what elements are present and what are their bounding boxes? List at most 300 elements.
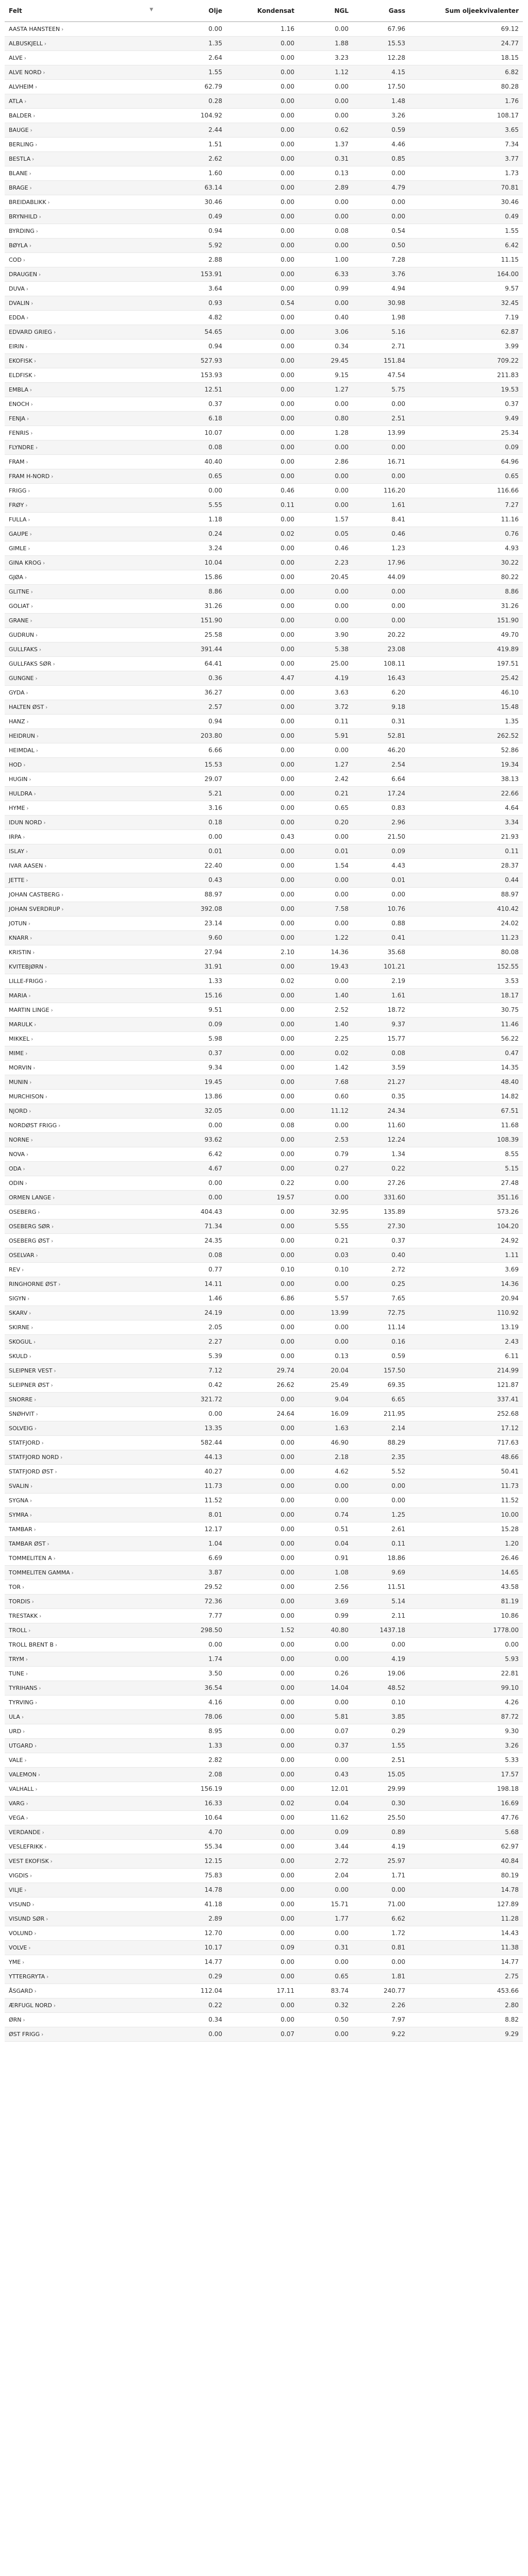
chevron-right-icon[interactable]: › — [58, 1281, 61, 1287]
chevron-right-icon[interactable]: › — [46, 1974, 49, 1980]
chevron-right-icon[interactable]: › — [35, 1786, 38, 1792]
chevron-right-icon[interactable]: › — [27, 1296, 30, 1302]
field-name-cell[interactable] — [5, 1984, 159, 1998]
chevron-right-icon[interactable]: › — [24, 574, 27, 581]
field-name-link[interactable]: BØYLA — [9, 242, 28, 249]
field-name-cell[interactable] — [5, 440, 159, 454]
chevron-right-icon[interactable]: › — [26, 1801, 28, 1807]
field-name-cell[interactable] — [5, 325, 159, 339]
field-name-link[interactable]: FRIGG — [9, 487, 27, 494]
field-name-link[interactable]: GAUPE — [9, 530, 28, 537]
field-name-link[interactable]: GUDRUN — [9, 631, 34, 638]
field-name-cell[interactable] — [5, 1608, 159, 1623]
chevron-right-icon[interactable]: › — [53, 1555, 56, 1562]
field-name-link[interactable]: URD — [9, 1727, 22, 1735]
field-name-cell[interactable] — [5, 541, 159, 555]
field-name-link[interactable]: TYRIHANS — [9, 1684, 38, 1691]
field-name-cell[interactable] — [5, 1075, 159, 1089]
field-name-cell[interactable] — [5, 267, 159, 281]
chevron-right-icon[interactable]: › — [36, 733, 39, 739]
chevron-right-icon[interactable]: › — [31, 300, 34, 307]
field-name-cell[interactable] — [5, 656, 159, 671]
field-name-cell[interactable] — [5, 829, 159, 844]
field-name-link[interactable]: MARTIN LINGE — [9, 1006, 50, 1013]
field-name-link[interactable]: ISLAY — [9, 848, 24, 855]
field-name-cell[interactable] — [5, 642, 159, 656]
field-name-link[interactable]: JOHAN CASTBERG — [9, 891, 60, 898]
chevron-right-icon[interactable]: › — [43, 70, 45, 76]
chevron-right-icon[interactable]: › — [43, 820, 46, 826]
field-name-link[interactable]: EDVARD GRIEG — [9, 328, 53, 335]
field-name-link[interactable]: EIRIN — [9, 343, 24, 350]
field-name-cell[interactable] — [5, 411, 159, 426]
field-name-cell[interactable] — [5, 1839, 159, 1854]
field-name-cell[interactable] — [5, 252, 159, 267]
field-name-link[interactable]: TAMBAR — [9, 1526, 32, 1533]
field-name-cell[interactable] — [5, 1580, 159, 1594]
field-name-link[interactable]: FENRIS — [9, 429, 29, 436]
chevron-right-icon[interactable]: › — [30, 127, 32, 133]
field-name-link[interactable]: OSELVAR — [9, 1251, 35, 1259]
field-name-link[interactable]: IVAR AASEN — [9, 862, 43, 869]
field-name-cell[interactable] — [5, 786, 159, 801]
field-name-cell[interactable] — [5, 512, 159, 527]
field-name-link[interactable]: GIMLE — [9, 545, 27, 552]
field-name-cell[interactable] — [5, 1349, 159, 1363]
field-name-link[interactable]: TRYM — [9, 1655, 24, 1663]
field-name-cell[interactable] — [5, 1435, 159, 1450]
field-name-cell[interactable] — [5, 815, 159, 829]
field-name-cell[interactable] — [5, 1753, 159, 1767]
chevron-right-icon[interactable]: › — [29, 1310, 31, 1316]
chevron-right-icon[interactable]: › — [31, 1325, 34, 1331]
field-name-link[interactable]: REV — [9, 1266, 21, 1273]
chevron-right-icon[interactable]: › — [42, 1829, 44, 1836]
field-name-link[interactable]: NOVA — [9, 1150, 25, 1158]
field-name-link[interactable]: SYMRA — [9, 1511, 28, 1518]
field-name-cell[interactable] — [5, 195, 159, 209]
field-name-link[interactable]: YME — [9, 1958, 21, 1965]
field-name-link[interactable]: NORDØST FRIGG — [9, 1122, 57, 1129]
chevron-right-icon[interactable]: › — [34, 1988, 37, 1994]
chevron-right-icon[interactable]: › — [26, 1151, 29, 1158]
chevron-right-icon[interactable]: › — [45, 704, 48, 710]
field-name-link[interactable]: STATFJORD — [9, 1439, 40, 1446]
field-name-cell[interactable] — [5, 945, 159, 959]
chevron-right-icon[interactable]: › — [35, 632, 38, 638]
chevron-right-icon[interactable]: › — [24, 1757, 27, 1764]
field-name-cell[interactable] — [5, 671, 159, 685]
field-name-cell[interactable] — [5, 1046, 159, 1060]
field-name-link[interactable]: SKOGUL — [9, 1338, 32, 1345]
chevron-right-icon[interactable]: › — [36, 1411, 38, 1417]
chevron-right-icon[interactable]: › — [27, 416, 29, 422]
field-name-cell[interactable] — [5, 1464, 159, 1479]
field-name-link[interactable]: MIKKEL — [9, 1035, 30, 1042]
field-name-link[interactable]: OSEBERG SØR — [9, 1223, 51, 1230]
field-name-link[interactable]: ELDFISK — [9, 371, 32, 379]
field-name-link[interactable]: SIGYN — [9, 1295, 26, 1302]
chevron-right-icon[interactable]: › — [24, 1887, 27, 1893]
chevron-right-icon[interactable]: › — [51, 473, 54, 480]
field-name-cell[interactable] — [5, 714, 159, 728]
chevron-right-icon[interactable]: › — [39, 647, 41, 653]
field-name-link[interactable]: NJORD — [9, 1107, 28, 1114]
field-name-link[interactable]: ÆRFUGL NORD — [9, 2002, 52, 2009]
field-name-link[interactable]: DRAUGEN — [9, 270, 37, 278]
field-name-link[interactable]: ØRN — [9, 2016, 22, 2023]
chevron-right-icon[interactable]: › — [35, 142, 38, 148]
field-name-link[interactable]: FRAM H-NORD — [9, 472, 50, 480]
field-name-cell[interactable] — [5, 1248, 159, 1262]
field-name-link[interactable]: HOD — [9, 761, 22, 768]
field-name-link[interactable]: VESLEFRIKK — [9, 1843, 43, 1850]
field-name-cell[interactable] — [5, 339, 159, 353]
field-name-link[interactable]: TOR — [9, 1583, 21, 1590]
field-name-cell[interactable] — [5, 123, 159, 137]
chevron-right-icon[interactable]: › — [55, 1469, 57, 1475]
field-name-cell[interactable] — [5, 498, 159, 512]
field-name-cell[interactable] — [5, 454, 159, 469]
field-name-cell[interactable] — [5, 1104, 159, 1118]
field-name-link[interactable]: GULLFAKS SØR — [9, 660, 52, 667]
chevron-right-icon[interactable]: › — [30, 430, 33, 436]
chevron-right-icon[interactable]: › — [26, 286, 28, 292]
field-name-link[interactable]: VOLVE — [9, 1944, 27, 1951]
field-name-link[interactable]: HANZ — [9, 718, 25, 725]
field-name-cell[interactable] — [5, 1118, 159, 1132]
field-name-cell[interactable] — [5, 1594, 159, 1608]
chevron-right-icon[interactable]: › — [32, 156, 35, 162]
field-name-link[interactable]: SKIRNE — [9, 1324, 30, 1331]
chevron-right-icon[interactable]: › — [36, 228, 38, 234]
field-name-cell[interactable] — [5, 1911, 159, 1926]
chevron-right-icon[interactable]: › — [44, 978, 47, 985]
field-name-link[interactable]: SVALIN — [9, 1482, 29, 1489]
field-name-cell[interactable] — [5, 1378, 159, 1392]
field-name-cell[interactable] — [5, 1450, 159, 1464]
chevron-right-icon[interactable]: › — [34, 372, 36, 379]
field-name-cell[interactable] — [5, 873, 159, 887]
chevron-right-icon[interactable]: › — [61, 892, 63, 898]
field-name-link[interactable]: TROLL — [9, 1626, 27, 1634]
field-name-cell[interactable] — [5, 772, 159, 786]
field-name-link[interactable]: STATFJORD ØST — [9, 1468, 54, 1475]
field-name-link[interactable]: EDDA — [9, 314, 25, 321]
field-name-link[interactable]: MORVIN — [9, 1064, 32, 1071]
chevron-right-icon[interactable]: › — [71, 1570, 74, 1576]
field-name-cell[interactable] — [5, 1536, 159, 1551]
field-name-cell[interactable] — [5, 757, 159, 772]
chevron-right-icon[interactable]: › — [53, 2003, 56, 2009]
chevron-right-icon[interactable]: › — [44, 41, 46, 47]
chevron-right-icon[interactable]: › — [26, 805, 29, 811]
field-name-cell[interactable] — [5, 1551, 159, 1565]
field-name-cell[interactable] — [5, 1998, 159, 2012]
chevron-right-icon[interactable]: › — [29, 776, 31, 783]
chevron-right-icon[interactable]: › — [30, 589, 33, 595]
field-name-cell[interactable] — [5, 1017, 159, 1031]
field-name-cell[interactable] — [5, 1782, 159, 1796]
field-name-cell[interactable] — [5, 1089, 159, 1104]
chevron-right-icon[interactable]: › — [28, 993, 31, 999]
field-name-link[interactable]: JOTUN — [9, 920, 27, 927]
field-name-cell[interactable] — [5, 743, 159, 757]
field-name-link[interactable]: IRPA — [9, 833, 22, 840]
chevron-right-icon[interactable]: › — [31, 1599, 34, 1605]
field-name-cell[interactable] — [5, 65, 159, 79]
chevron-right-icon[interactable]: › — [35, 84, 37, 90]
chevron-right-icon[interactable]: › — [25, 1050, 28, 1057]
field-name-cell[interactable] — [5, 1507, 159, 1522]
field-name-cell[interactable] — [5, 728, 159, 743]
column-header-ngl[interactable]: NGL — [299, 0, 353, 22]
field-name-link[interactable]: ULA — [9, 1713, 20, 1720]
field-name-cell[interactable] — [5, 94, 159, 108]
chevron-right-icon[interactable]: › — [23, 257, 25, 263]
field-name-cell[interactable] — [5, 469, 159, 483]
field-name-cell[interactable] — [5, 180, 159, 195]
chevron-right-icon[interactable]: › — [22, 1959, 25, 1965]
field-name-link[interactable]: VISUND — [9, 1901, 31, 1908]
field-name-cell[interactable] — [5, 151, 159, 166]
chevron-right-icon[interactable]: › — [34, 1022, 37, 1028]
field-name-cell[interactable] — [5, 527, 159, 541]
field-name-cell[interactable] — [5, 974, 159, 988]
field-name-link[interactable]: LILLE-FRIGG — [9, 977, 43, 985]
field-name-link[interactable]: AASTA HANSTEEN — [9, 25, 60, 32]
chevron-right-icon[interactable]: › — [28, 546, 30, 552]
chevron-right-icon[interactable]: › — [30, 401, 33, 408]
field-name-cell[interactable] — [5, 426, 159, 440]
chevron-right-icon[interactable]: › — [39, 1685, 41, 1691]
field-name-cell[interactable] — [5, 599, 159, 613]
field-name-cell[interactable] — [5, 310, 159, 325]
field-name-link[interactable]: SOLVEIG — [9, 1425, 33, 1432]
chevron-right-icon[interactable]: › — [51, 1007, 53, 1013]
field-name-link[interactable]: ENOCH — [9, 400, 29, 408]
field-name-link[interactable]: BESTLA — [9, 155, 31, 162]
chevron-right-icon[interactable]: › — [58, 1123, 61, 1129]
chevron-right-icon[interactable]: › — [34, 1743, 37, 1749]
field-name-link[interactable]: SLEIPNER ØST — [9, 1381, 50, 1388]
column-header-gas[interactable]: Gass — [353, 0, 409, 22]
field-name-link[interactable]: ORMEN LANGE — [9, 1194, 52, 1201]
field-name-link[interactable]: ALVE NORD — [9, 69, 42, 76]
field-name-link[interactable]: MUNIN — [9, 1078, 28, 1086]
field-name-link[interactable]: HYME — [9, 804, 25, 811]
field-name-cell[interactable] — [5, 902, 159, 916]
field-name-link[interactable]: ALVE — [9, 54, 23, 61]
field-name-link[interactable]: DVALIN — [9, 299, 30, 307]
field-name-link[interactable]: GJØA — [9, 573, 23, 581]
field-name-cell[interactable] — [5, 1897, 159, 1911]
field-name-link[interactable]: TUNE — [9, 1670, 24, 1677]
chevron-right-icon[interactable]: › — [30, 603, 33, 609]
field-name-link[interactable]: YTTERGRYTA — [9, 1973, 45, 1980]
field-name-link[interactable]: TORDIS — [9, 1598, 30, 1605]
chevron-right-icon[interactable]: › — [29, 243, 31, 249]
field-name-cell[interactable] — [5, 858, 159, 873]
chevron-right-icon[interactable]: › — [26, 849, 28, 855]
chevron-right-icon[interactable]: › — [29, 531, 32, 537]
chevron-right-icon[interactable]: › — [36, 748, 38, 754]
field-name-cell[interactable] — [5, 166, 159, 180]
chevron-right-icon[interactable]: › — [34, 1930, 37, 1937]
chevron-right-icon[interactable]: › — [33, 1339, 36, 1345]
field-name-cell[interactable] — [5, 570, 159, 584]
field-name-link[interactable]: MURCHISON — [9, 1093, 44, 1100]
chevron-right-icon[interactable]: › — [29, 1108, 31, 1114]
field-name-link[interactable]: RINGHORNE ØST — [9, 1280, 57, 1287]
field-name-link[interactable]: VOLUND — [9, 1929, 33, 1937]
field-name-link[interactable]: SKULD — [9, 1352, 28, 1360]
field-name-link[interactable]: BLANE — [9, 170, 28, 177]
field-name-cell[interactable] — [5, 22, 159, 36]
field-name-cell[interactable] — [5, 801, 159, 815]
field-name-link[interactable]: BALDER — [9, 112, 32, 119]
chevron-right-icon[interactable]: › — [51, 1382, 53, 1388]
field-name-cell[interactable] — [5, 1623, 159, 1637]
field-name-cell[interactable] — [5, 1709, 159, 1724]
field-name-link[interactable]: BAUGE — [9, 126, 29, 133]
chevron-right-icon[interactable]: › — [29, 1353, 31, 1360]
field-name-link[interactable]: ÅSGARD — [9, 1987, 33, 1994]
chevron-right-icon[interactable]: › — [25, 344, 28, 350]
chevron-right-icon[interactable]: › — [44, 863, 47, 869]
field-name-link[interactable]: GYDA — [9, 689, 25, 696]
chevron-right-icon[interactable]: › — [25, 502, 28, 509]
field-name-cell[interactable] — [5, 1825, 159, 1839]
chevron-right-icon[interactable]: › — [25, 1671, 28, 1677]
field-name-cell[interactable] — [5, 988, 159, 1003]
field-name-link[interactable]: OSEBERG — [9, 1208, 37, 1215]
field-name-cell[interactable] — [5, 1060, 159, 1075]
chevron-right-icon[interactable]: › — [51, 1238, 54, 1244]
field-name-link[interactable]: KNARR — [9, 934, 29, 941]
chevron-right-icon[interactable]: › — [23, 1728, 25, 1735]
chevron-right-icon[interactable]: › — [36, 1252, 38, 1259]
field-name-link[interactable]: VALHALL — [9, 1785, 34, 1792]
field-name-cell[interactable] — [5, 238, 159, 252]
field-name-link[interactable]: BRYNHILD — [9, 213, 38, 220]
chevron-right-icon[interactable]: › — [29, 1079, 32, 1086]
field-name-cell[interactable] — [5, 36, 159, 50]
field-name-cell[interactable] — [5, 700, 159, 714]
field-name-link[interactable]: TROLL BRENT B — [9, 1641, 54, 1648]
field-name-link[interactable]: TYRVING — [9, 1699, 34, 1706]
field-name-cell[interactable] — [5, 1421, 159, 1435]
field-name-link[interactable]: VERDANDE — [9, 1828, 41, 1836]
chevron-right-icon[interactable]: › — [28, 921, 30, 927]
field-name-cell[interactable] — [5, 483, 159, 498]
field-name-link[interactable]: UTGARD — [9, 1742, 33, 1749]
field-name-cell[interactable] — [5, 916, 159, 930]
field-name-link[interactable]: HALTEN ØST — [9, 703, 44, 710]
field-name-cell[interactable] — [5, 1233, 159, 1248]
chevron-right-icon[interactable]: › — [26, 719, 29, 725]
chevron-right-icon[interactable]: › — [23, 1166, 25, 1172]
chevron-right-icon[interactable]: › — [41, 1440, 44, 1446]
field-name-link[interactable]: GLITNE — [9, 588, 29, 595]
field-name-link[interactable]: GRANE — [9, 617, 29, 624]
field-name-cell[interactable] — [5, 1868, 159, 1883]
field-name-cell[interactable] — [5, 1724, 159, 1738]
field-name-link[interactable]: HEIMDAL — [9, 747, 35, 754]
field-name-cell[interactable] — [5, 1955, 159, 1969]
chevron-right-icon[interactable]: › — [35, 675, 38, 682]
field-name-link[interactable]: ATLA — [9, 97, 23, 105]
chevron-right-icon[interactable]: › — [31, 1036, 34, 1042]
field-name-link[interactable]: FLYNDRE — [9, 444, 35, 451]
field-name-cell[interactable] — [5, 368, 159, 382]
field-name-cell[interactable] — [5, 1738, 159, 1753]
field-name-cell[interactable] — [5, 685, 159, 700]
field-name-link[interactable]: TAMBAR ØST — [9, 1540, 46, 1547]
field-name-link[interactable]: MARULK — [9, 1021, 33, 1028]
field-name-link[interactable]: BYRDING — [9, 227, 35, 234]
chevron-right-icon[interactable]: › — [22, 1584, 25, 1590]
chevron-right-icon[interactable]: › — [39, 1613, 42, 1619]
field-name-link[interactable]: COD — [9, 256, 22, 263]
chevron-right-icon[interactable]: › — [28, 488, 30, 494]
field-name-cell[interactable] — [5, 1363, 159, 1378]
column-header-field[interactable] — [5, 0, 159, 22]
chevron-right-icon[interactable]: › — [23, 2017, 25, 2023]
sort-icon[interactable]: ▼ — [150, 7, 153, 12]
field-name-link[interactable]: GUNGNE — [9, 674, 34, 682]
field-name-cell[interactable] — [5, 1883, 159, 1897]
field-name-link[interactable]: VEGA — [9, 1814, 25, 1821]
field-name-link[interactable]: SNORRE — [9, 1396, 33, 1403]
field-name-cell[interactable] — [5, 930, 159, 945]
field-name-link[interactable]: BREIDABLIKK — [9, 198, 46, 206]
chevron-right-icon[interactable]: › — [35, 1700, 38, 1706]
field-name-cell[interactable] — [5, 1003, 159, 1017]
chevron-right-icon[interactable]: › — [26, 459, 28, 465]
field-name-link[interactable]: EKOFISK — [9, 357, 32, 364]
field-name-link[interactable]: FRØY — [9, 501, 24, 509]
field-name-cell[interactable] — [5, 1277, 159, 1291]
field-name-link[interactable]: IDUN NORD — [9, 819, 42, 826]
field-name-link[interactable]: SYGNA — [9, 1497, 28, 1504]
field-name-link[interactable]: FENJA — [9, 415, 26, 422]
field-name-link[interactable]: ALBUSKJELL — [9, 40, 43, 47]
field-name-link[interactable]: ODIN — [9, 1179, 24, 1187]
field-name-link[interactable]: JOHAN SVERDRUP — [9, 905, 60, 912]
field-name-cell[interactable] — [5, 1031, 159, 1046]
chevron-right-icon[interactable]: › — [39, 214, 41, 220]
field-name-cell[interactable] — [5, 1522, 159, 1536]
chevron-right-icon[interactable]: › — [43, 560, 45, 566]
field-name-cell[interactable] — [5, 1493, 159, 1507]
field-name-link[interactable]: BERLING — [9, 141, 34, 148]
chevron-right-icon[interactable]: › — [30, 618, 32, 624]
field-name-link[interactable]: ALVHEIM — [9, 83, 34, 90]
chevron-right-icon[interactable]: › — [21, 1714, 24, 1720]
field-name-link[interactable]: DUVA — [9, 285, 25, 292]
field-name-link[interactable]: VALEMON — [9, 1771, 37, 1778]
field-name-cell[interactable] — [5, 1969, 159, 1984]
chevron-right-icon[interactable]: › — [44, 1844, 47, 1850]
field-name-link[interactable]: HEIDRUN — [9, 732, 35, 739]
field-name-link[interactable]: VILJE — [9, 1886, 23, 1893]
field-name-cell[interactable] — [5, 628, 159, 642]
chevron-right-icon[interactable]: › — [30, 1137, 33, 1143]
field-name-cell[interactable] — [5, 224, 159, 238]
chevron-right-icon[interactable]: › — [34, 1426, 37, 1432]
field-name-link[interactable]: MIME — [9, 1049, 24, 1057]
